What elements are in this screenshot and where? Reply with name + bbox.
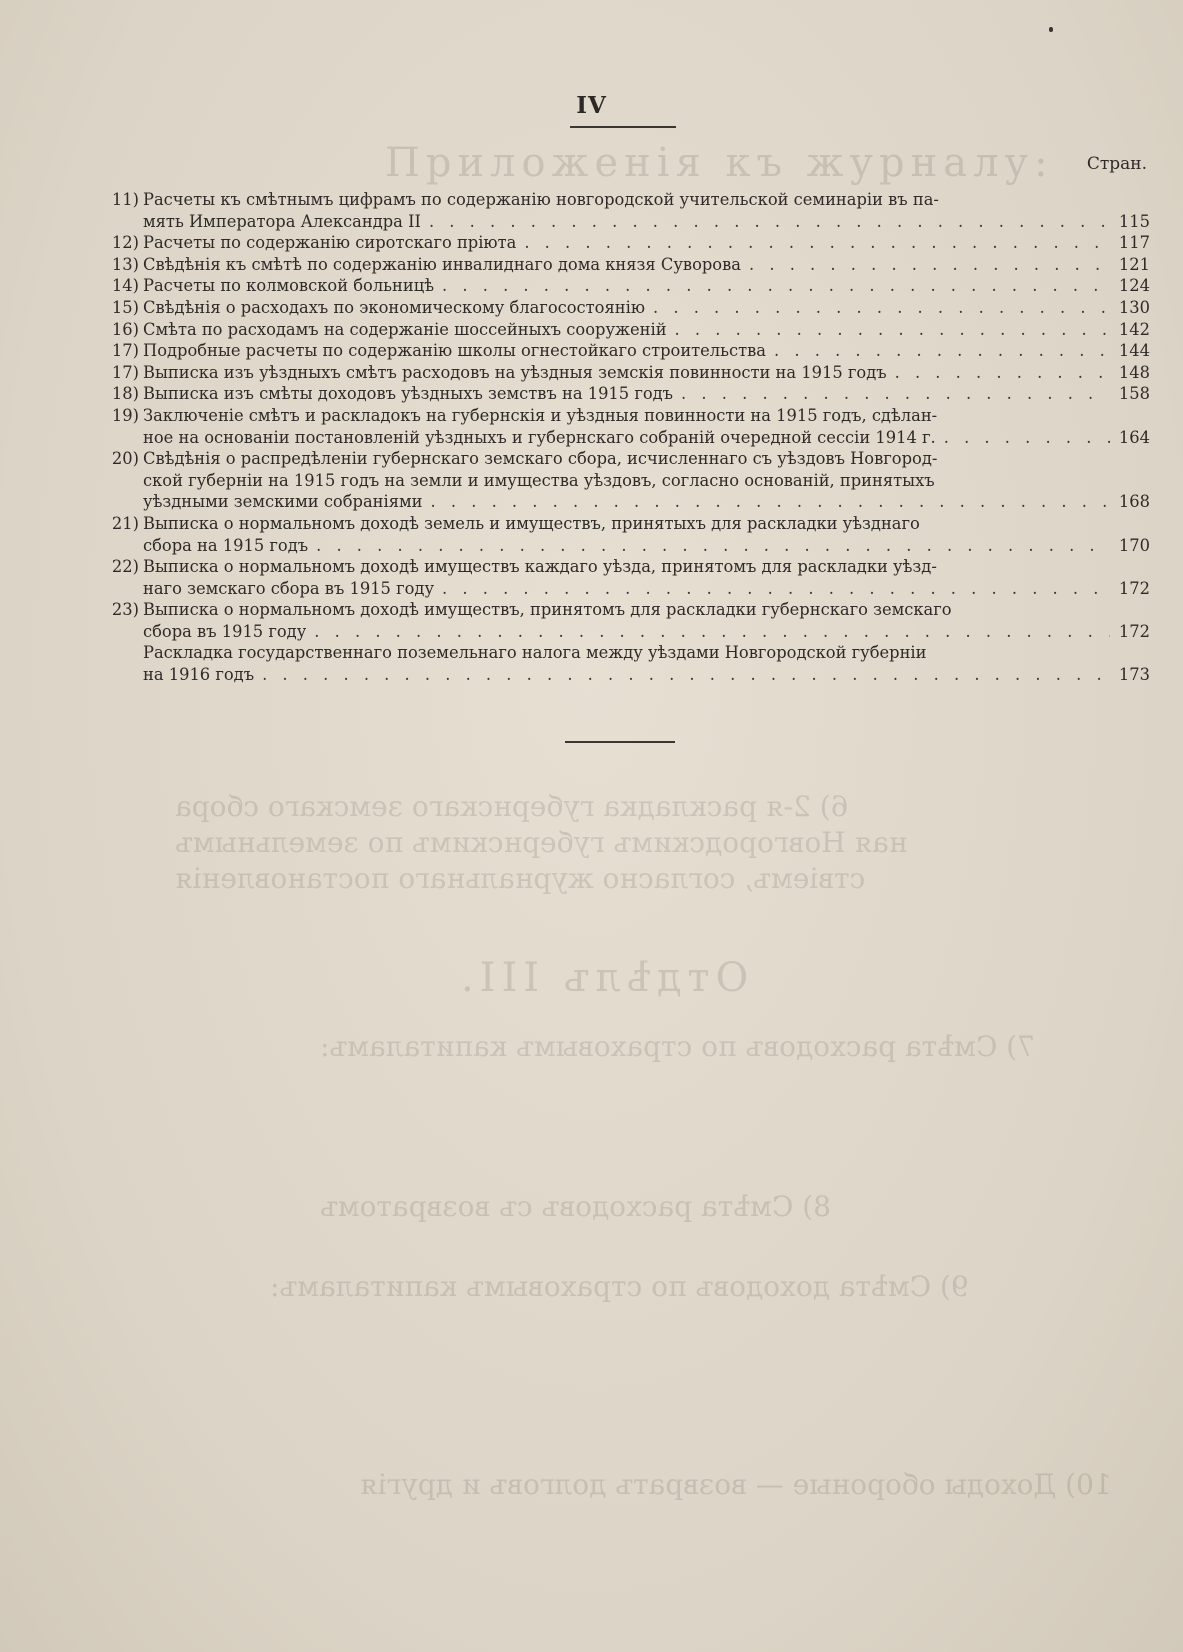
dot-leader bbox=[944, 427, 1110, 449]
toc-entry-page: 144 bbox=[1118, 341, 1150, 361]
toc-entry-line bbox=[143, 642, 1150, 664]
toc-entry bbox=[98, 232, 1150, 254]
toc-entry-body bbox=[143, 383, 1150, 405]
dot-leader bbox=[442, 275, 1110, 297]
toc-entry-number: 23) bbox=[111, 600, 139, 620]
dot-leader bbox=[316, 535, 1110, 557]
toc-entry-line bbox=[143, 513, 1150, 535]
toc-entry-text: мять Императора Александра II bbox=[143, 211, 421, 231]
toc-entry-line bbox=[143, 254, 1150, 276]
toc-entry-text: Расчеты къ смѣтнымъ цифрамъ по содержанію новгородской учительской семинаріи въ па- bbox=[143, 190, 939, 209]
toc-entry-text: Свѣдѣнія къ смѣтѣ по содержанію инвалиднаго дома князя Суворова bbox=[143, 254, 741, 274]
toc-entry-line bbox=[143, 556, 1150, 578]
bleed-through-text: 6) 2-я раскладка губернскаго земскаго сбора bbox=[175, 790, 849, 823]
toc-entry bbox=[98, 362, 1150, 384]
toc-entry-line bbox=[143, 189, 1150, 211]
bleed-through-text: 8) Смѣта расходовъ съ возвратомъ bbox=[320, 1190, 831, 1223]
toc-entry-body bbox=[143, 642, 1150, 685]
bleed-through-text: 9) Смѣта доходовъ по страховымъ капиталамъ: bbox=[270, 1270, 969, 1303]
table-of-contents bbox=[98, 189, 1150, 686]
dot-leader bbox=[431, 491, 1110, 513]
toc-entry-page: 148 bbox=[1118, 362, 1150, 382]
toc-entry-page: 170 bbox=[1118, 535, 1150, 555]
toc-entry-line bbox=[143, 362, 1150, 384]
toc-entry-number: 19) bbox=[111, 405, 139, 425]
toc-entry-text: Выписка о нормальномъ доходѣ имуществъ каждаго уѣзда, принятомъ для раскладки уѣзд- bbox=[143, 557, 937, 577]
toc-entry-page: 173 bbox=[1118, 665, 1150, 685]
toc-entry bbox=[98, 599, 1150, 642]
toc-entry bbox=[98, 340, 1150, 362]
toc-entry-number: 16) bbox=[111, 319, 139, 339]
toc-entry-text: Смѣта по расходамъ на содержаніе шоссейныхъ сооруженій bbox=[143, 319, 667, 339]
toc-entry-text: Выписка изъ уѣздныхъ смѣтъ расходовъ на уѣздныя земскія повинности на 1915 годъ bbox=[143, 362, 887, 382]
toc-entry-line bbox=[143, 470, 1150, 492]
toc-entry-body bbox=[143, 340, 1150, 362]
bleed-through-text: 10) Доходы обороные — возвратъ долговъ и другія bbox=[360, 1468, 1112, 1501]
page-column-header: Стран. bbox=[1086, 154, 1147, 174]
toc-entry bbox=[98, 448, 1150, 513]
toc-entry-body bbox=[143, 232, 1150, 254]
toc-entry-line bbox=[143, 448, 1150, 470]
toc-entry-number: 17) bbox=[111, 341, 139, 361]
toc-entry-body bbox=[143, 189, 1150, 232]
dot-leader bbox=[895, 362, 1110, 384]
toc-entry-page: 115 bbox=[1118, 211, 1150, 231]
toc-entry-page: 172 bbox=[1118, 578, 1150, 598]
toc-entry-text: Расчеты по колмовской больницѣ bbox=[143, 276, 435, 296]
toc-entry-page: 142 bbox=[1118, 319, 1150, 339]
toc-entry-text: Свѣдѣнія о расходахъ по экономическому благосостоянію bbox=[143, 297, 645, 317]
toc-entry-body bbox=[143, 297, 1150, 319]
dot-leader bbox=[749, 254, 1110, 276]
toc-entry-number: 14) bbox=[111, 276, 139, 296]
toc-entry-text: Подробные расчеты по содержанію школы огнестойкаго строительства bbox=[143, 341, 767, 361]
dot-leader bbox=[314, 621, 1110, 643]
toc-entry-page: 130 bbox=[1118, 297, 1150, 317]
toc-entry bbox=[98, 556, 1150, 599]
toc-entry-body bbox=[143, 362, 1150, 384]
dot-leader bbox=[442, 578, 1110, 600]
ink-speck bbox=[1049, 27, 1053, 32]
toc-entry-line bbox=[143, 621, 1150, 643]
toc-entry-line bbox=[143, 340, 1150, 362]
toc-entry-number: 11) bbox=[111, 190, 139, 209]
toc-entry bbox=[98, 383, 1150, 405]
toc-entry-line bbox=[143, 211, 1150, 233]
toc-entry-text: уѣздными земскими собраніями bbox=[143, 492, 423, 512]
toc-entry-text: Выписка о нормальномъ доходѣ земель и имуществъ, принятыхъ для раскладки уѣзднаго bbox=[143, 513, 920, 533]
toc-entry-line bbox=[143, 275, 1150, 297]
toc-entry-line bbox=[143, 297, 1150, 319]
toc-entry-line bbox=[143, 405, 1150, 427]
toc-entry-text: ное на основаніи постановленій уѣздныхъ и губернскаго собраній очередной сессіи 1914 г. bbox=[143, 427, 936, 447]
toc-entry-number: 22) bbox=[111, 557, 139, 577]
toc-entry-line bbox=[143, 319, 1150, 341]
toc-entry-body bbox=[143, 254, 1150, 276]
dot-leader bbox=[653, 297, 1110, 319]
bleed-through-text: Отдѣлъ III. bbox=[455, 955, 749, 1001]
toc-entry-number: 20) bbox=[111, 449, 139, 469]
toc-entry-line bbox=[143, 232, 1150, 254]
toc-entry-line bbox=[143, 427, 1150, 449]
toc-entry-text: наго земскаго сбора въ 1915 году bbox=[143, 578, 435, 598]
dot-leader bbox=[524, 232, 1110, 254]
toc-entry-number: 17) bbox=[111, 362, 139, 382]
dot-leader bbox=[262, 664, 1110, 686]
toc-entry-text: Раскладка государственнаго поземельнаго налога между уѣздами Новгородской губерніи bbox=[143, 643, 927, 663]
bleed-through-text: ная Новгородскимъ губернскимъ по земельнымъ bbox=[175, 826, 908, 859]
page-number: IV bbox=[576, 92, 607, 119]
toc-entry-number: 18) bbox=[111, 384, 139, 404]
header-rule bbox=[570, 126, 676, 128]
toc-entry-line bbox=[143, 491, 1150, 513]
dot-leader bbox=[429, 211, 1110, 233]
toc-entry-body bbox=[143, 448, 1150, 513]
toc-entry-body bbox=[143, 405, 1150, 448]
toc-entry-text: сбора на 1915 годъ bbox=[143, 535, 309, 555]
toc-entry-text: Заключеніе смѣтъ и раскладокъ на губернскія и уѣздныя повинности на 1915 годъ, сдѣлан- bbox=[143, 405, 938, 425]
toc-entry-page: 168 bbox=[1118, 492, 1150, 512]
toc-entry-page: 164 bbox=[1118, 427, 1150, 447]
toc-entry-line bbox=[143, 599, 1150, 621]
toc-entry-line bbox=[143, 383, 1150, 405]
toc-entry bbox=[98, 319, 1150, 341]
toc-entry-page: 124 bbox=[1118, 276, 1150, 296]
toc-entry-text: на 1916 годъ bbox=[143, 665, 255, 685]
toc-entry-text: Расчеты по содержанію сиротскаго пріюта bbox=[143, 233, 517, 253]
toc-entry bbox=[98, 254, 1150, 276]
toc-entry-text: Выписка о нормальномъ доходѣ имуществъ, принятомъ для раскладки губернскаго земскаго bbox=[143, 600, 952, 620]
toc-entry bbox=[98, 405, 1150, 448]
toc-entry-page: 117 bbox=[1118, 233, 1150, 253]
toc-entry-body bbox=[143, 275, 1150, 297]
toc-entry-text: Свѣдѣнія о распредѣленіи губернскаго земскаго сбора, исчисленнаго съ уѣздовъ Новгород- bbox=[143, 449, 938, 469]
toc-entry-page: 172 bbox=[1118, 621, 1150, 641]
toc-entry-text: ской губерніи на 1915 годъ на земли и имущества уѣздовъ, согласно основаній, принятыхъ bbox=[143, 470, 935, 490]
toc-entry-page: 158 bbox=[1118, 384, 1150, 404]
toc-entry-body bbox=[143, 513, 1150, 556]
bleed-through-text: ствіемъ, согласно журнальнаго постановленія bbox=[175, 862, 866, 895]
toc-entry-number: 15) bbox=[111, 297, 139, 317]
toc-entry-line bbox=[143, 535, 1150, 557]
toc-entry-body bbox=[143, 556, 1150, 599]
bleed-through-text: 7) Смѣта расходовъ по страховымъ капиталамъ: bbox=[320, 1030, 1035, 1063]
footer-rule bbox=[565, 741, 675, 743]
bleed-through-text: Приложенія къ журналу: bbox=[385, 140, 1054, 186]
toc-entry-page: 121 bbox=[1118, 254, 1150, 274]
toc-entry-body bbox=[143, 319, 1150, 341]
toc-entry bbox=[98, 297, 1150, 319]
toc-entry bbox=[98, 189, 1150, 232]
toc-entry-line bbox=[143, 578, 1150, 600]
toc-entry bbox=[98, 642, 1150, 685]
toc-entry-body bbox=[143, 599, 1150, 642]
dot-leader bbox=[774, 340, 1110, 362]
dot-leader bbox=[675, 319, 1110, 341]
toc-entry-number: 12) bbox=[111, 233, 139, 253]
toc-entry-number: 21) bbox=[111, 513, 139, 533]
toc-entry-text: Выписка изъ смѣты доходовъ уѣздныхъ земствъ на 1915 годъ bbox=[143, 384, 674, 404]
toc-entry-text: сбора въ 1915 году bbox=[143, 621, 307, 641]
toc-entry-line bbox=[143, 664, 1150, 686]
toc-entry bbox=[98, 513, 1150, 556]
toc-entry bbox=[98, 275, 1150, 297]
toc-entry-number: 13) bbox=[111, 254, 139, 274]
dot-leader bbox=[681, 383, 1110, 405]
